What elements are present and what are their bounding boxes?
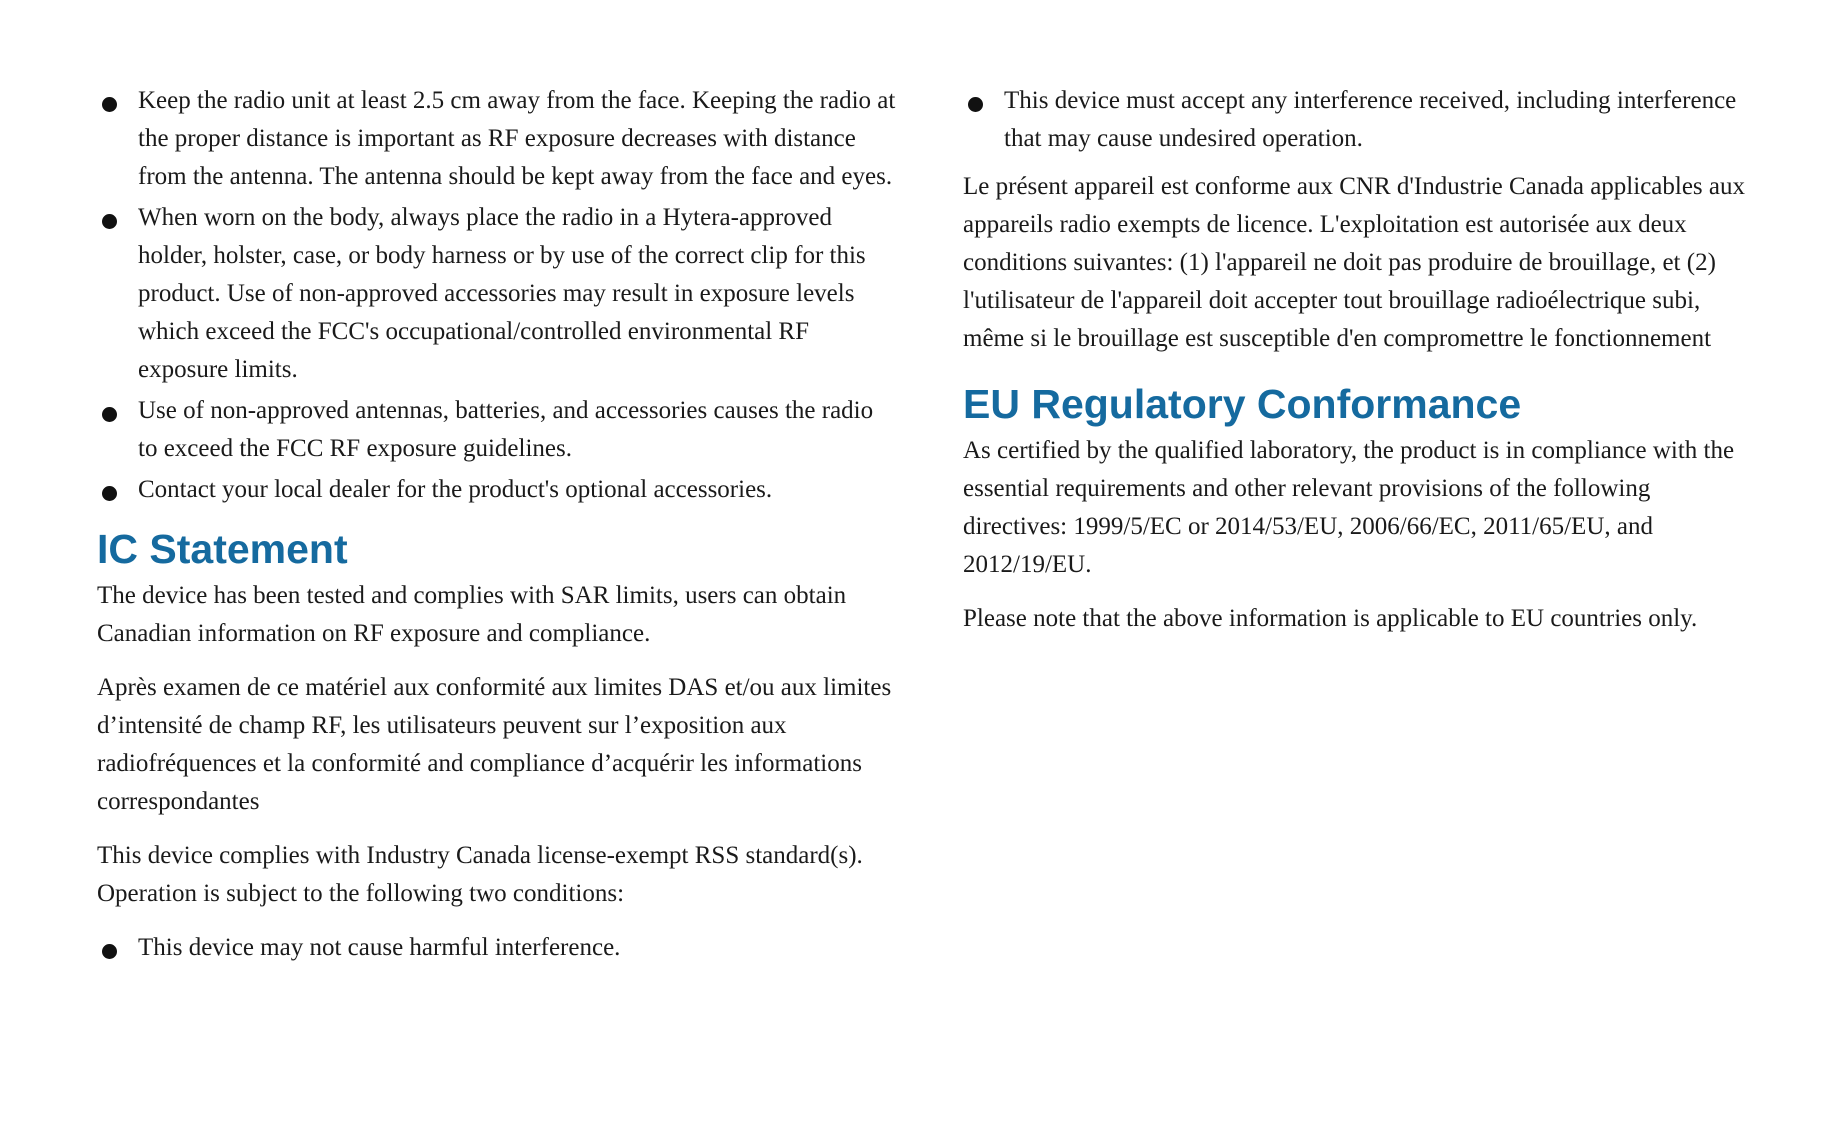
bullet-text: This device must accept any interference received, including interference that may cause undesired operation. (1004, 87, 1737, 152)
bullet-icon (102, 944, 117, 959)
bullet-text: When worn on the body, always place the radio in a Hytera-approved holder, holster, case, or body harness or by use of the correct clip for this product. Use of non-approved accessories may result in exposure levels which exceed the FCC's occupational/controlled environmental RF exposure limits. (138, 204, 866, 383)
bullet-text: This device may not cause harmful interference. (138, 934, 621, 961)
list-item (97, 82, 897, 196)
bullet-icon (102, 97, 117, 112)
eu-regulatory-heading: EU Regulatory Conformance (963, 381, 1522, 427)
bullet-icon (102, 486, 117, 501)
list-item (97, 929, 897, 967)
list-item (963, 82, 1753, 158)
ic-rss-paragraph: This device complies with Industry Canada license-exempt RSS standard(s). Operation is subject to the following two conditions: (97, 842, 863, 907)
list-item (97, 471, 897, 509)
bullet-text: Use of non-approved antennas, batteries, and accessories causes the radio to exceed the FCC RF exposure guidelines. (138, 397, 874, 462)
rf-exposure-bullet-list (97, 82, 897, 509)
bullet-icon (102, 214, 117, 229)
list-item (97, 199, 897, 389)
ic-sar-paragraph: The device has been tested and complies with SAR limits, users can obtain Canadian information on RF exposure and compliance. (97, 582, 847, 647)
bullet-icon (102, 407, 117, 422)
ic-statement-heading: IC Statement (97, 526, 348, 572)
bullet-text: Contact your local dealer for the product's optional accessories. (138, 476, 773, 503)
eu-note-paragraph: Please note that the above information is applicable to EU countries only. (963, 605, 1698, 632)
right-column (963, 82, 1753, 654)
ic-french-sar-paragraph: Après examen de ce matériel aux conformité aux limites DAS et/ou aux limites d’intensité de champ RF, les utilisateurs peuvent sur l’exposition aux radiofréquences et la conformité and compliance d’acquérir les informations correspondantes (97, 674, 892, 815)
bullet-text: Keep the radio unit at least 2.5 cm away from the face. Keeping the radio at the proper distance is important as RF exposure decreases with distance from the antenna. The antenna should be kept away from the face and eyes. (138, 87, 896, 190)
ic-conditions-list (97, 929, 897, 967)
ic-french-conditions-paragraph: Le présent appareil est conforme aux CNR d'Industrie Canada applicables aux appareils radio exempts de licence. L'exploitation est autorisée aux deux conditions suivantes: (1) l'appareil ne doit pas produire de brouillage, et (2) l'utilisateur de l'appareil doit accepter tout brouillage radioélectrique subi, même si le brouillage est susceptible d'en compromettre le fonctionnement (963, 173, 1746, 352)
eu-compliance-paragraph: As certified by the qualified laboratory, the product is in compliance with the essential requirements and other relevant provisions of the following directives: 1999/5/EC or 2014/53/EU, 2006/66/EC, 2011/65/EU, and 2012/19/EU. (963, 437, 1735, 578)
left-column (97, 82, 897, 970)
bullet-icon (968, 97, 983, 112)
ic-conditions-list-continued (963, 82, 1753, 158)
list-item (97, 392, 897, 468)
